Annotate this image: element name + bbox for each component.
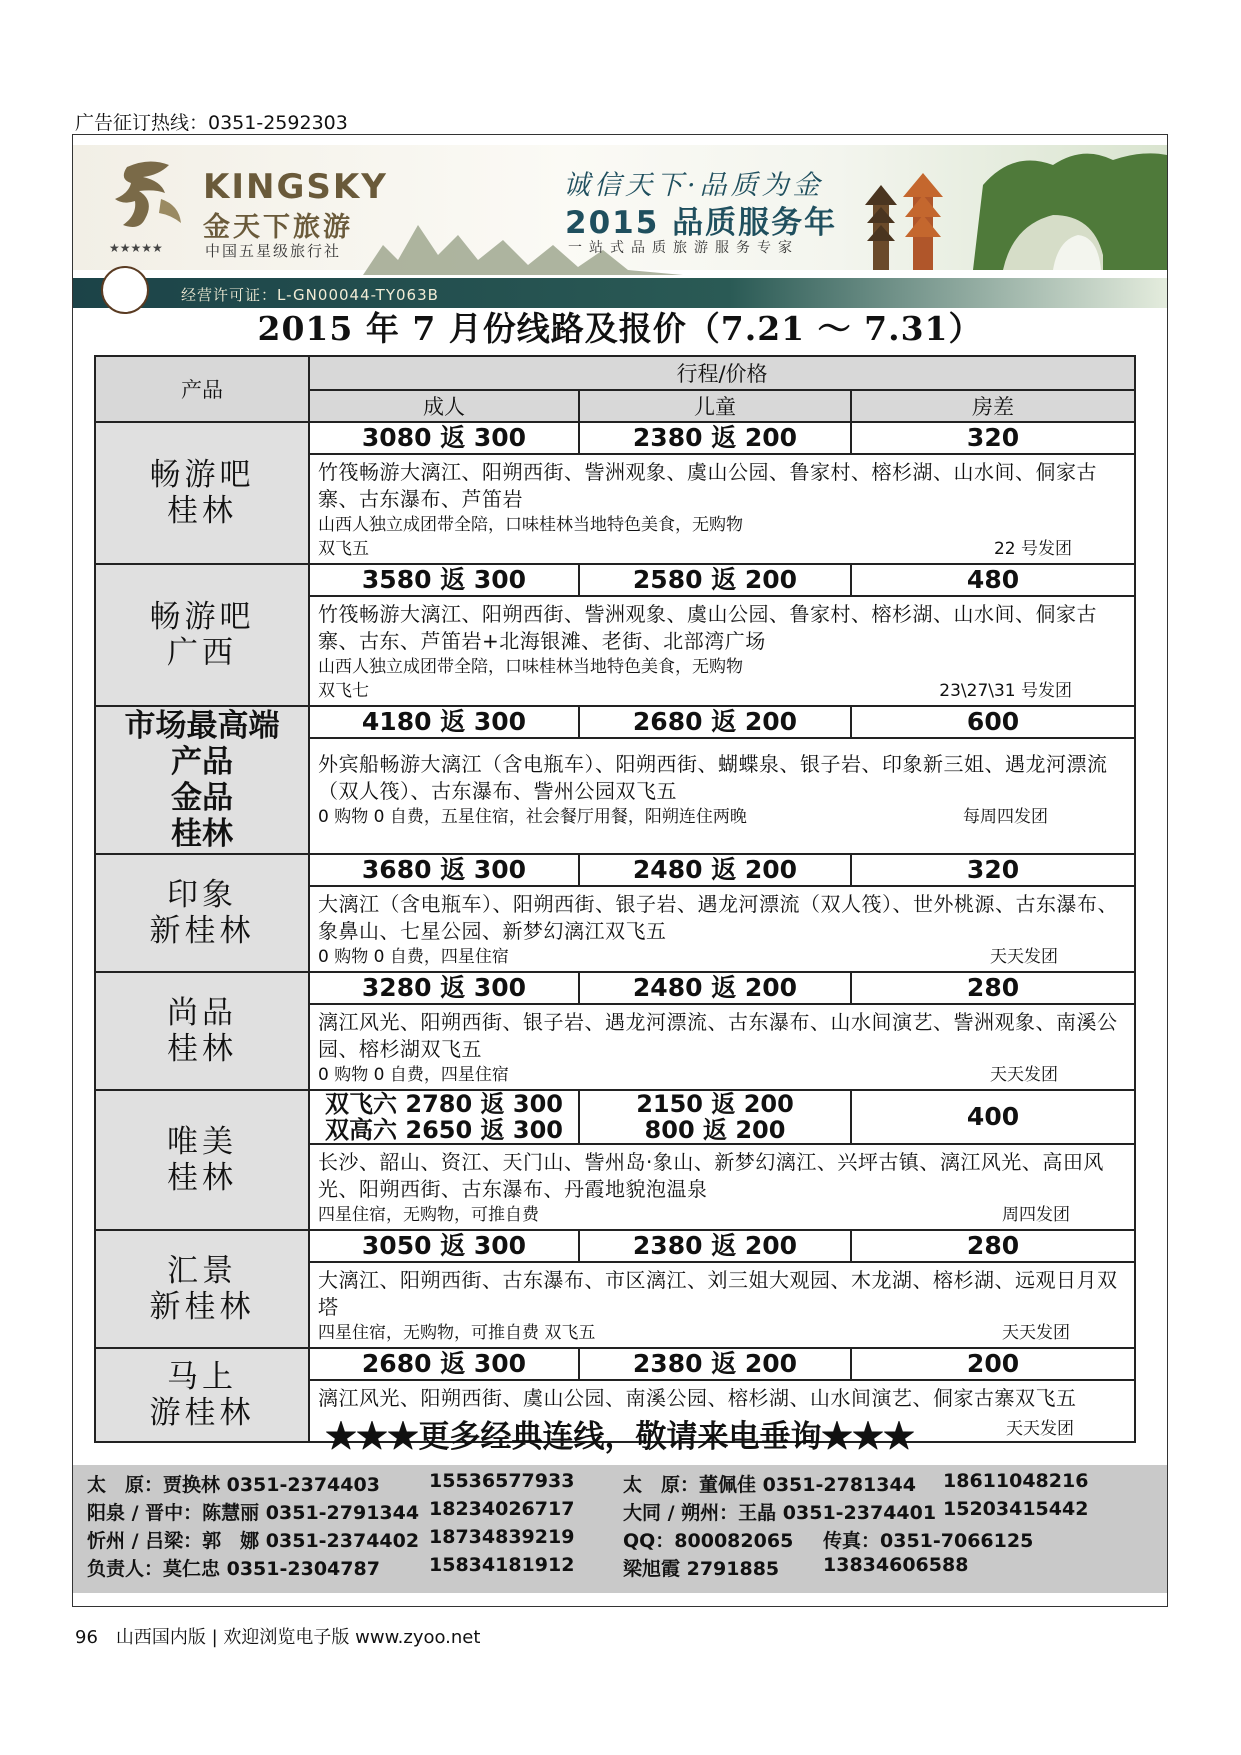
banner	[73, 145, 1167, 304]
transport: 双飞七	[318, 681, 369, 701]
product-name: 马上 游桂林	[95, 1348, 309, 1442]
table-row	[95, 1230, 1135, 1262]
slogan-line3: 一站式品质旅游服务专家	[568, 240, 799, 256]
room-surcharge: 600	[851, 706, 1135, 738]
adult-price: 3580 返 300	[309, 564, 579, 596]
itinerary-cell	[309, 738, 1135, 854]
departure: 天天发团	[1006, 1419, 1075, 1439]
child-price: 2680 返 200	[579, 706, 851, 738]
itinerary-text: 长沙、韶山、资江、天门山、訾州岛·象山、新梦幻漓江、兴坪古镇、漓江风光、高田风光、阳朔西街、古东瀑布、丹霞地貌泡温泉	[318, 1150, 1104, 1201]
departure: 23\27\31 号发团	[939, 681, 1073, 701]
table-row	[95, 972, 1135, 1004]
adult-price: 2680 返 300	[309, 1348, 579, 1380]
adult-price: 双飞六 2780 返 300 双高六 2650 返 300	[309, 1090, 579, 1144]
child-price: 2380 返 200	[579, 422, 851, 454]
adult-price: 3080 返 300	[309, 422, 579, 454]
room-surcharge: 280	[851, 1230, 1135, 1262]
room-surcharge: 280	[851, 972, 1135, 1004]
itinerary-note: 四星住宿，无购物，可推自费 双飞五	[318, 1323, 596, 1343]
itinerary-cell	[309, 1004, 1135, 1090]
adult-price: 3680 返 300	[309, 854, 579, 886]
itinerary-cell	[309, 1262, 1135, 1348]
departure: 天天发团	[990, 947, 1059, 967]
adult-price: 4180 返 300	[309, 706, 579, 738]
departure: 22 号发团	[993, 539, 1073, 559]
product-name: 畅游吧 桂林	[95, 422, 309, 564]
brand-name-en: KINGSKY	[203, 167, 388, 207]
itinerary-text: 竹筏畅游大漓江、阳朔西街、訾洲观象、虞山公园、鲁家村、榕杉湖、山水间、侗家古寨、古东瀑布、芦笛岩	[318, 460, 1097, 511]
price-table	[94, 355, 1136, 1443]
itinerary-cell	[309, 1144, 1135, 1230]
guilin-scenery-icon	[853, 145, 1167, 270]
child-price: 2380 返 200	[579, 1230, 851, 1262]
child-price: 2480 返 200	[579, 854, 851, 886]
room-surcharge: 320	[851, 422, 1135, 454]
brand-name-cn: 金天下旅游	[203, 212, 353, 243]
adult-price: 3280 返 300	[309, 972, 579, 1004]
table-row	[95, 1090, 1135, 1144]
itinerary-note: 0 购物 0 自费，五星住宿，社会餐厅用餐，阳朔连住两晚	[318, 807, 747, 827]
product-name: 汇景 新桂林	[95, 1230, 309, 1348]
room-surcharge: 480	[851, 564, 1135, 596]
product-name: 畅游吧 广西	[95, 564, 309, 706]
itinerary-cell	[309, 886, 1135, 972]
departure: 每周四发团	[963, 807, 1049, 827]
itinerary-text: 竹筏畅游大漓江、阳朔西街、訾洲观象、虞山公园、鲁家村、榕杉湖、山水间、侗家古寨、古东、芦笛岩+北海银滩、老街、北部湾广场	[318, 602, 1097, 653]
kingsky-logo-icon	[109, 155, 193, 239]
room-surcharge: 200	[851, 1348, 1135, 1380]
itinerary-text: 外宾船畅游大漓江（含电瓶车）、阳朔西街、蝴蝶泉、银子岩、印象新三姐、遇龙河漂流（双人筏）、古东瀑布、訾州公园双飞五	[318, 752, 1108, 803]
child-price: 2150 返 200 800 返 200	[579, 1090, 851, 1144]
header-room: 房差	[851, 390, 1135, 422]
itinerary-text: 漓江风光、阳朔西街、银子岩、遇龙河漂流、古东瀑布、山水间演艺、訾洲观象、南溪公园、榕杉湖双飞五	[318, 1010, 1118, 1061]
itinerary-text: 大漓江（含电瓶车）、阳朔西街、银子岩、遇龙河漂流（双人筏）、世外桃源、古东瀑布、象鼻山、七星公园、新梦幻漓江双飞五	[318, 892, 1118, 943]
page-title: 2015 年 7 月份线路及报价（7.21 ～ 7.31）	[257, 309, 983, 348]
itinerary-note: 四星住宿，无购物，可推自费	[318, 1205, 539, 1225]
contacts-block: 太 原：贾换林 0351-2374403 15536577933 太 原：董佩佳 0351-2781344 18611048216 阳泉 / 晋中：陈慧丽 0351-2791344 18234026717 大同 / 朔州：王晶 0351-2374401 15203415442 忻州 / 吕梁：郭 娜 0351-2374402 18734839219 QQ：800082065 传真：0351-7066125 负责人：莫仁忠 0351-2304787 15834181912 梁旭霞 2791885 13834606588	[73, 1465, 1167, 1593]
page-footer: 96 山西国内版 | 欢迎浏览电子版 www.zyoo.net	[75, 1627, 481, 1648]
header-child: 儿童	[579, 390, 851, 422]
brand-tagline: 中国五星级旅行社	[205, 242, 342, 260]
itinerary-text: 漓江风光、阳朔西街、虞山公园、南溪公园、榕杉湖、山水间演艺、侗家古寨双飞五	[318, 1386, 1077, 1410]
room-surcharge: 320	[851, 854, 1135, 886]
product-name: 尚品 桂林	[95, 972, 309, 1090]
child-price: 2380 返 200	[579, 1348, 851, 1380]
table-row	[95, 706, 1135, 738]
product-name: 印象 新桂林	[95, 854, 309, 972]
departure: 天天发团	[1002, 1323, 1071, 1343]
itinerary-note: 0 购物 0 自费，四星住宿	[318, 1065, 509, 1085]
room-surcharge: 400	[851, 1090, 1135, 1144]
more-routes-banner: ★★★更多经典连线，敬请来电垂询★★★	[325, 1419, 915, 1455]
itinerary-cell	[309, 454, 1135, 564]
table-row	[95, 564, 1135, 596]
product-name: 市场最高端 产品 金品 桂林	[95, 706, 309, 854]
itinerary-cell	[309, 596, 1135, 706]
itinerary-text: 大漓江、阳朔西街、古东瀑布、市区漓江、刘三姐大观园、木龙湖、榕杉湖、远观日月双塔	[318, 1268, 1118, 1319]
itinerary-note: 山西人独立成团带全陪，口味桂林当地特色美食，无购物	[318, 657, 743, 677]
slogan-line2: 2015 品质服务年	[565, 205, 838, 241]
transport: 双飞五	[318, 539, 369, 559]
brand-stars: ★★★★★	[109, 241, 163, 255]
table-row	[95, 854, 1135, 886]
child-price: 2580 返 200	[579, 564, 851, 596]
child-price: 2480 返 200	[579, 972, 851, 1004]
itinerary-note: 山西人独立成团带全陪，口味桂林当地特色美食，无购物	[318, 515, 743, 535]
slogan-line1: 诚信天下·品质为金	[563, 170, 824, 201]
table-row	[95, 422, 1135, 454]
ad-hotline: 广告征订热线：0351-2592303	[75, 112, 348, 134]
itinerary-note: 0 购物 0 自费，四星住宿	[318, 947, 509, 967]
departure: 周四发团	[1002, 1205, 1071, 1225]
departure: 天天发团	[990, 1065, 1059, 1085]
table-row	[95, 1348, 1135, 1380]
header-product: 产品	[95, 356, 309, 422]
header-itinerary: 行程/价格	[309, 356, 1135, 390]
header-adult: 成人	[309, 390, 579, 422]
product-name: 唯美 桂林	[95, 1090, 309, 1230]
ad-frame	[72, 134, 1168, 1607]
license-number: 经营许可证：L-GN00044-TY063B	[181, 286, 439, 304]
adult-price: 3050 返 300	[309, 1230, 579, 1262]
